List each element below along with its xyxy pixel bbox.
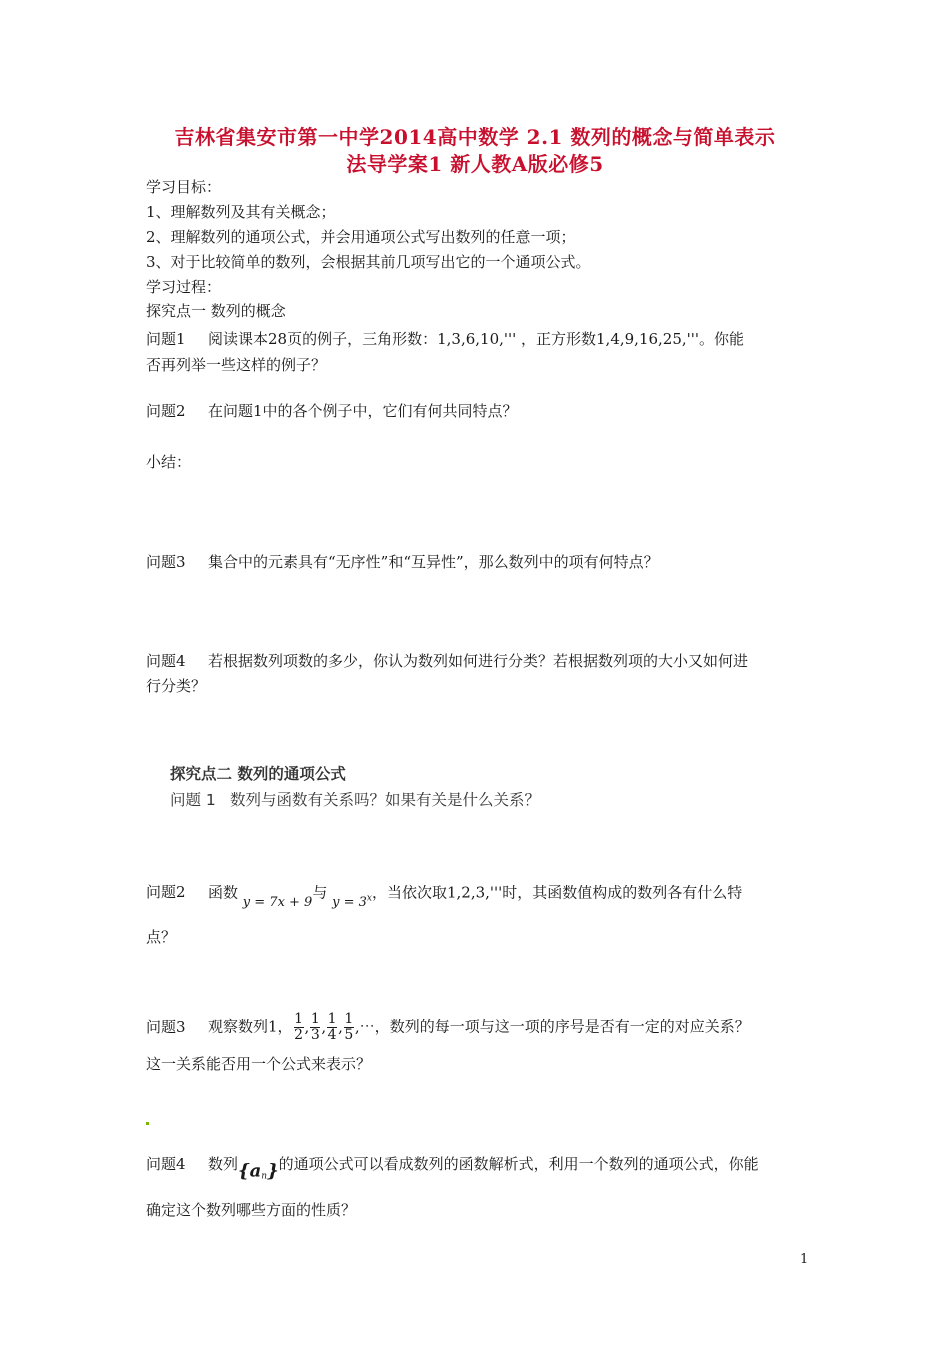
objective-item-3: 3、对于比较简单的数列，会根据其前几项写出它的一个通项公式。 — [146, 253, 591, 271]
question-label: 问题 1 — [170, 791, 216, 809]
separator: , — [304, 1017, 310, 1036]
question-label: 问题4 — [146, 1155, 186, 1173]
separator: , — [321, 1017, 327, 1036]
part2-question-4 — [146, 1154, 759, 1181]
part2-question-1 — [170, 788, 540, 810]
stray-mark — [146, 1122, 149, 1125]
separator: , — [338, 1017, 343, 1036]
objectives-heading: 学习目标： — [146, 178, 222, 196]
question-label: 问题2 — [146, 402, 186, 420]
question-text-post: 数列的每一项与这一项的序号是否有一定的对应关系？ — [389, 1017, 750, 1036]
part2-question-4-cont: 确定这个数列哪些方面的性质？ — [146, 1201, 357, 1219]
question-text-post: ，当依次取1,2,3,'''时，其函数值构成的数列各有什么特 — [372, 883, 743, 902]
formula-linear: y = 7x + 9 — [242, 895, 313, 911]
question-label: 问题4 — [146, 652, 186, 670]
part1-question-3 — [146, 552, 659, 572]
part2-question-2-cont: 点？ — [146, 928, 177, 946]
part1-question-4-cont: 行分类？ — [146, 677, 207, 695]
question-text: 在问题1中的各个例子中，它们有何共同特点？ — [208, 402, 518, 420]
question-label: 问题2 — [146, 883, 186, 902]
fraction: $\frac{1}{3}$ — [310, 1011, 320, 1043]
part2-heading: 探究点二 数列的通项公式 — [170, 765, 346, 783]
summary-label: 小结： — [146, 453, 192, 471]
part1-question-2 — [146, 401, 518, 421]
fraction: $\frac{1}{5}$ — [344, 1011, 354, 1043]
part1-question-1 — [146, 329, 744, 349]
question-text-mid: 与 — [312, 883, 328, 902]
fraction-sequence — [293, 1011, 360, 1043]
question-label: 问题3 — [146, 553, 186, 571]
part1-question-4 — [146, 651, 748, 671]
separator: , — [354, 1017, 360, 1036]
question-text: 数列与函数有关系吗？如果有关是什么关系？ — [230, 791, 541, 809]
question-text: 阅读课本28页的例子，三角形数：1,3,6,10,''' ，正方形数1,4,9,16,25,'''。你能 — [208, 330, 745, 348]
document-title-line2: 法导学案1 新人教A版必修5 — [346, 152, 604, 176]
document-title-line1: 吉林省集安市第一中学2014高中数学 2.1 数列的概念与简单表示 — [174, 125, 776, 149]
page-number: 1 — [800, 1252, 809, 1267]
question-label: 问题3 — [146, 1017, 186, 1036]
part2-question-3 — [146, 1012, 750, 1043]
fraction: $\frac{1}{4}$ — [327, 1011, 337, 1043]
question-text-post: 的通项公式可以看成数列的函数解析式，利用一个数列的通项公式，你能 — [278, 1155, 759, 1173]
question-text: 若根据数列项数的多少，你认为数列如何进行分类？若根据数列项的大小又如何进 — [208, 652, 749, 670]
part2-question-3-cont: 这一关系能否用一个公式来表示？ — [146, 1055, 372, 1073]
sequence-notation: $\{a_n\}$ — [238, 1160, 279, 1182]
question-text-pre: 函数 — [208, 883, 239, 902]
process-heading: 学习过程： — [146, 278, 222, 296]
ellipsis: ⋯， — [359, 1017, 390, 1036]
objective-item-1: 1、理解数列及其有关概念； — [146, 203, 336, 221]
question-text: 集合中的元素具有“无序性”和“互异性”，那么数列中的项有何特点？ — [208, 553, 659, 571]
question-text-pre: 数列 — [208, 1155, 239, 1173]
question-label: 问题1 — [146, 330, 186, 348]
question-text-pre: 观察数列1， — [208, 1017, 293, 1036]
part2-question-2 — [146, 880, 743, 911]
part1-heading: 探究点一 数列的概念 — [146, 302, 286, 320]
formula-exponential: $y = 3^x$ — [332, 894, 372, 911]
objective-item-2: 2、理解数列的通项公式，并会用通项公式写出数列的任意一项； — [146, 228, 576, 246]
fraction: $\frac{1}{2}$ — [294, 1011, 303, 1043]
part1-question-1-cont: 否再列举一些这样的例子？ — [146, 356, 327, 374]
